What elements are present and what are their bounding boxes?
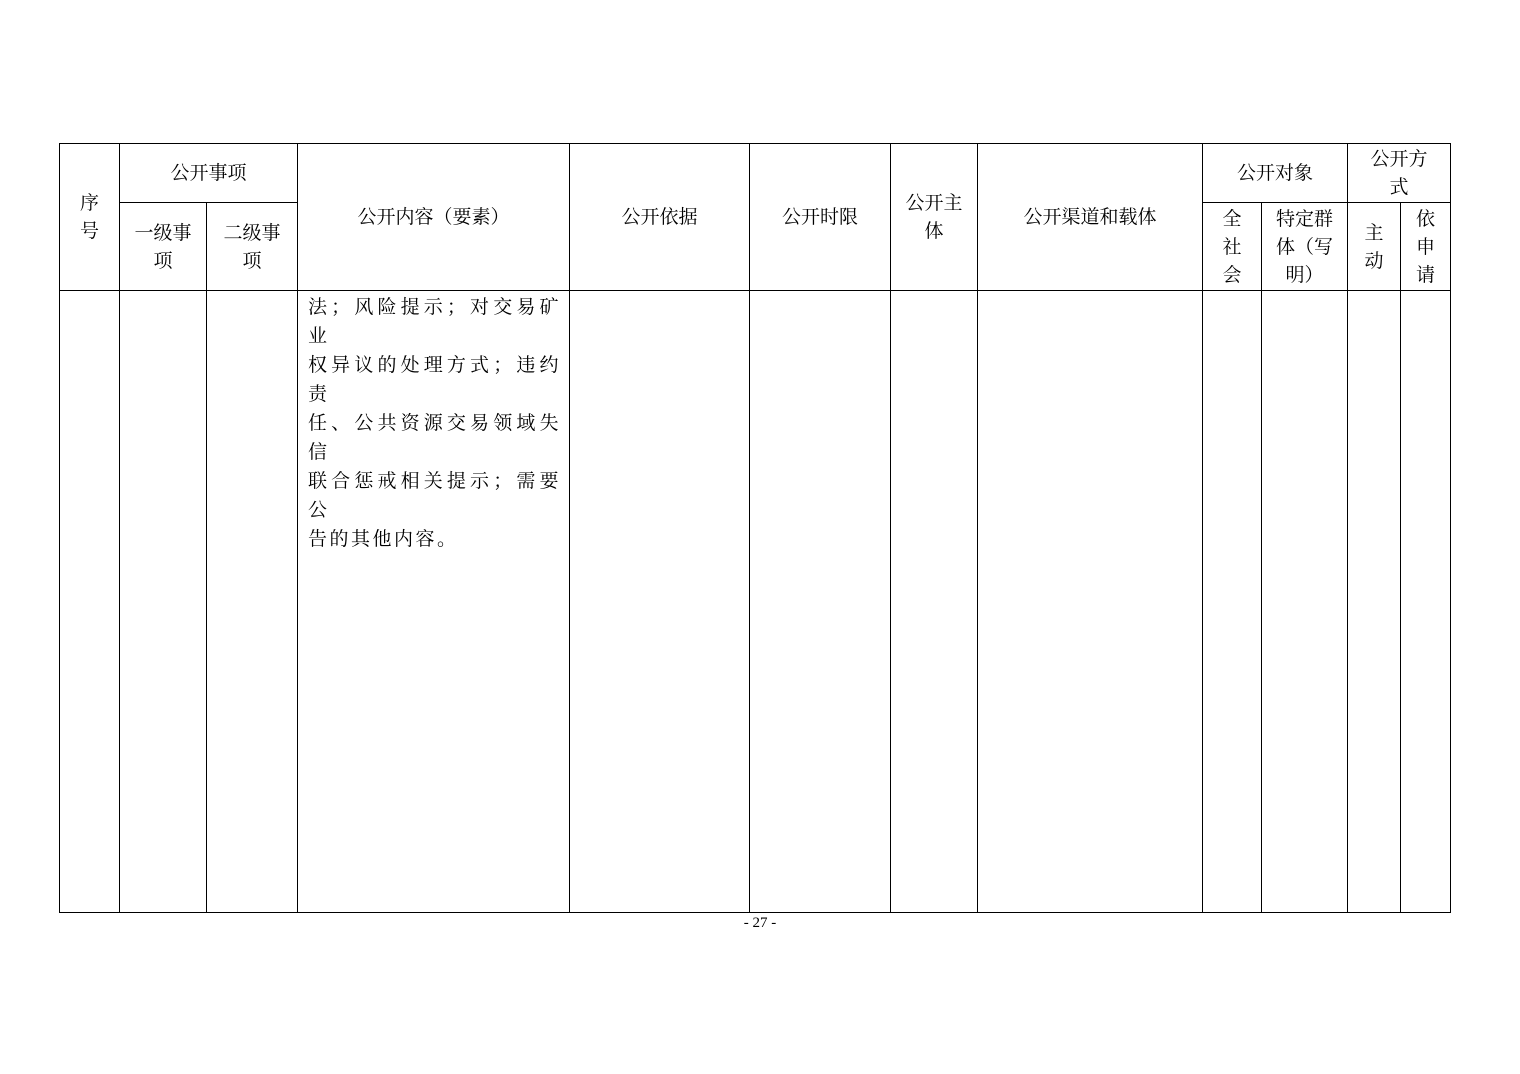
header-basis: 公开依据 xyxy=(570,144,750,291)
content-text: 法；风险提示；对交易矿业 权异议的处理方式；违约责 任、公共资源交易领域失信 联合惩戒相关提示；需要公 告的其他内容。 xyxy=(308,296,562,550)
page-number: - 27 - xyxy=(743,915,777,931)
cell-level2 xyxy=(207,291,298,913)
header-content: 公开内容（要素） xyxy=(298,144,570,291)
header-public-matters: 公开事项 xyxy=(120,144,298,203)
cell-active xyxy=(1348,291,1401,913)
header-target: 公开对象 xyxy=(1203,144,1348,203)
header-time-limit: 公开时限 xyxy=(750,144,891,291)
table-header-row-1 xyxy=(60,144,1451,203)
cell-subject xyxy=(891,291,978,913)
cell-on-request xyxy=(1401,291,1451,913)
header-method: 公开方 式 xyxy=(1348,144,1451,203)
header-level2: 二级事 项 xyxy=(207,203,298,291)
table-row xyxy=(60,291,1451,913)
header-on-request: 依 申 请 xyxy=(1401,203,1451,291)
cell-seq xyxy=(60,291,120,913)
disclosure-standard-table xyxy=(59,143,1451,913)
cell-basis xyxy=(570,291,750,913)
cell-whole-society xyxy=(1203,291,1262,913)
header-subject: 公开主 体 xyxy=(891,144,978,291)
cell-content xyxy=(298,291,570,913)
cell-level1 xyxy=(120,291,207,913)
cell-channel xyxy=(978,291,1203,913)
header-specific-group: 特定群 体（写 明） xyxy=(1262,203,1348,291)
header-active: 主 动 xyxy=(1348,203,1401,291)
header-channel: 公开渠道和载体 xyxy=(978,144,1203,291)
header-whole-society: 全 社 会 xyxy=(1203,203,1262,291)
cell-specific-group xyxy=(1262,291,1348,913)
header-seq: 序 号 xyxy=(60,144,120,291)
cell-time-limit xyxy=(750,291,891,913)
header-level1: 一级事 项 xyxy=(120,203,207,291)
